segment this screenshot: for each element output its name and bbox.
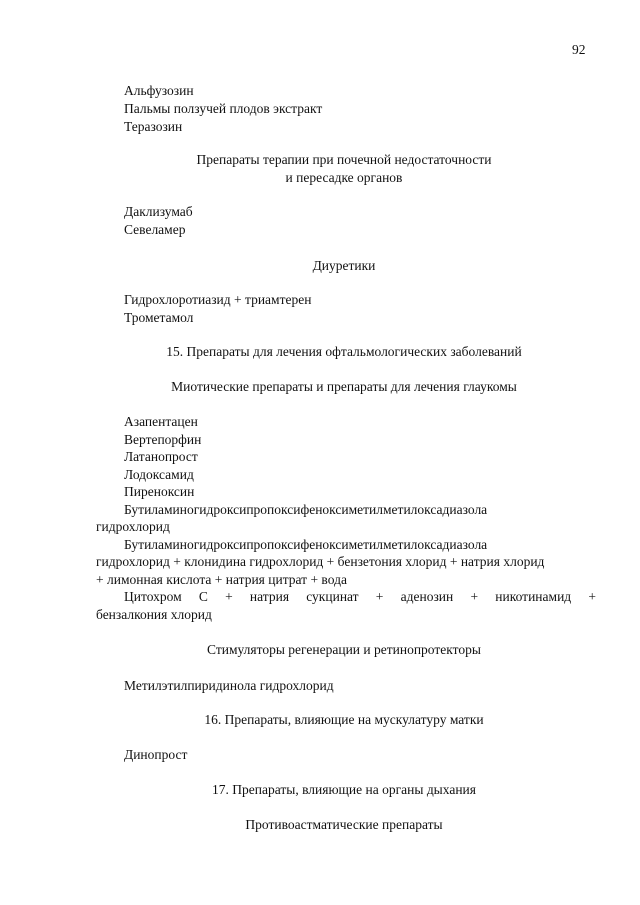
section-heading: 17. Препараты, влияющие на органы дыхания: [212, 782, 476, 797]
drug-item: Лодоксамид: [124, 467, 194, 482]
subsection-heading: и пересадке органов: [285, 170, 403, 185]
subsection-heading: Диуретики: [312, 258, 376, 273]
subsection-heading: Стимуляторы регенерации и ретинопротекторы: [207, 642, 481, 657]
drug-item: Пальмы ползучей плодов экстракт: [124, 101, 323, 116]
drug-item: Метилэтилпиридинола гидрохлорид: [124, 678, 334, 693]
drug-item: Бутиламиногидроксипропоксифеноксиметилметилоксадиазола: [124, 502, 488, 517]
drug-item: Севеламер: [124, 222, 186, 237]
drug-item: Даклизумаб: [124, 204, 193, 219]
drug-item-continuation: гидрохлорид: [96, 519, 170, 534]
drug-item: Латанопрост: [124, 449, 198, 464]
section-heading: 16. Препараты, влияющие на мускулатуру матки: [204, 712, 484, 727]
drug-item: Динопрост: [124, 747, 188, 762]
drug-item: Вертепорфин: [124, 432, 202, 447]
drug-item-continuation: гидрохлорид + клонидина гидрохлорид + бензетония хлорид + натрия хлорид: [96, 554, 545, 569]
drug-item: Теразозин: [124, 119, 183, 134]
page-number: 92: [572, 42, 586, 57]
drug-item: Трометамол: [124, 310, 194, 325]
drug-item: Цитохром С + натрия сукцинат + аденозин + никотинамид +: [124, 589, 596, 604]
drug-item: Бутиламиногидроксипропоксифеноксиметилметилоксадиазола: [124, 537, 488, 552]
section-heading: 15. Препараты для лечения офтальмологических заболеваний: [166, 344, 522, 359]
subsection-heading: Противоастматические препараты: [245, 817, 443, 832]
subsection-heading: Миотические препараты и препараты для лечения глаукомы: [171, 379, 517, 394]
drug-item: Альфузозин: [124, 83, 194, 98]
drug-item: Пиреноксин: [124, 484, 195, 499]
drug-item: Гидрохлоротиазид + триамтерен: [124, 292, 312, 307]
drug-item-continuation: + лимонная кислота + натрия цитрат + вода: [96, 572, 347, 587]
subsection-heading: Препараты терапии при почечной недостаточности: [196, 152, 492, 167]
drug-item-continuation: бензалкония хлорид: [96, 607, 212, 622]
drug-item: Азапентацен: [124, 414, 198, 429]
